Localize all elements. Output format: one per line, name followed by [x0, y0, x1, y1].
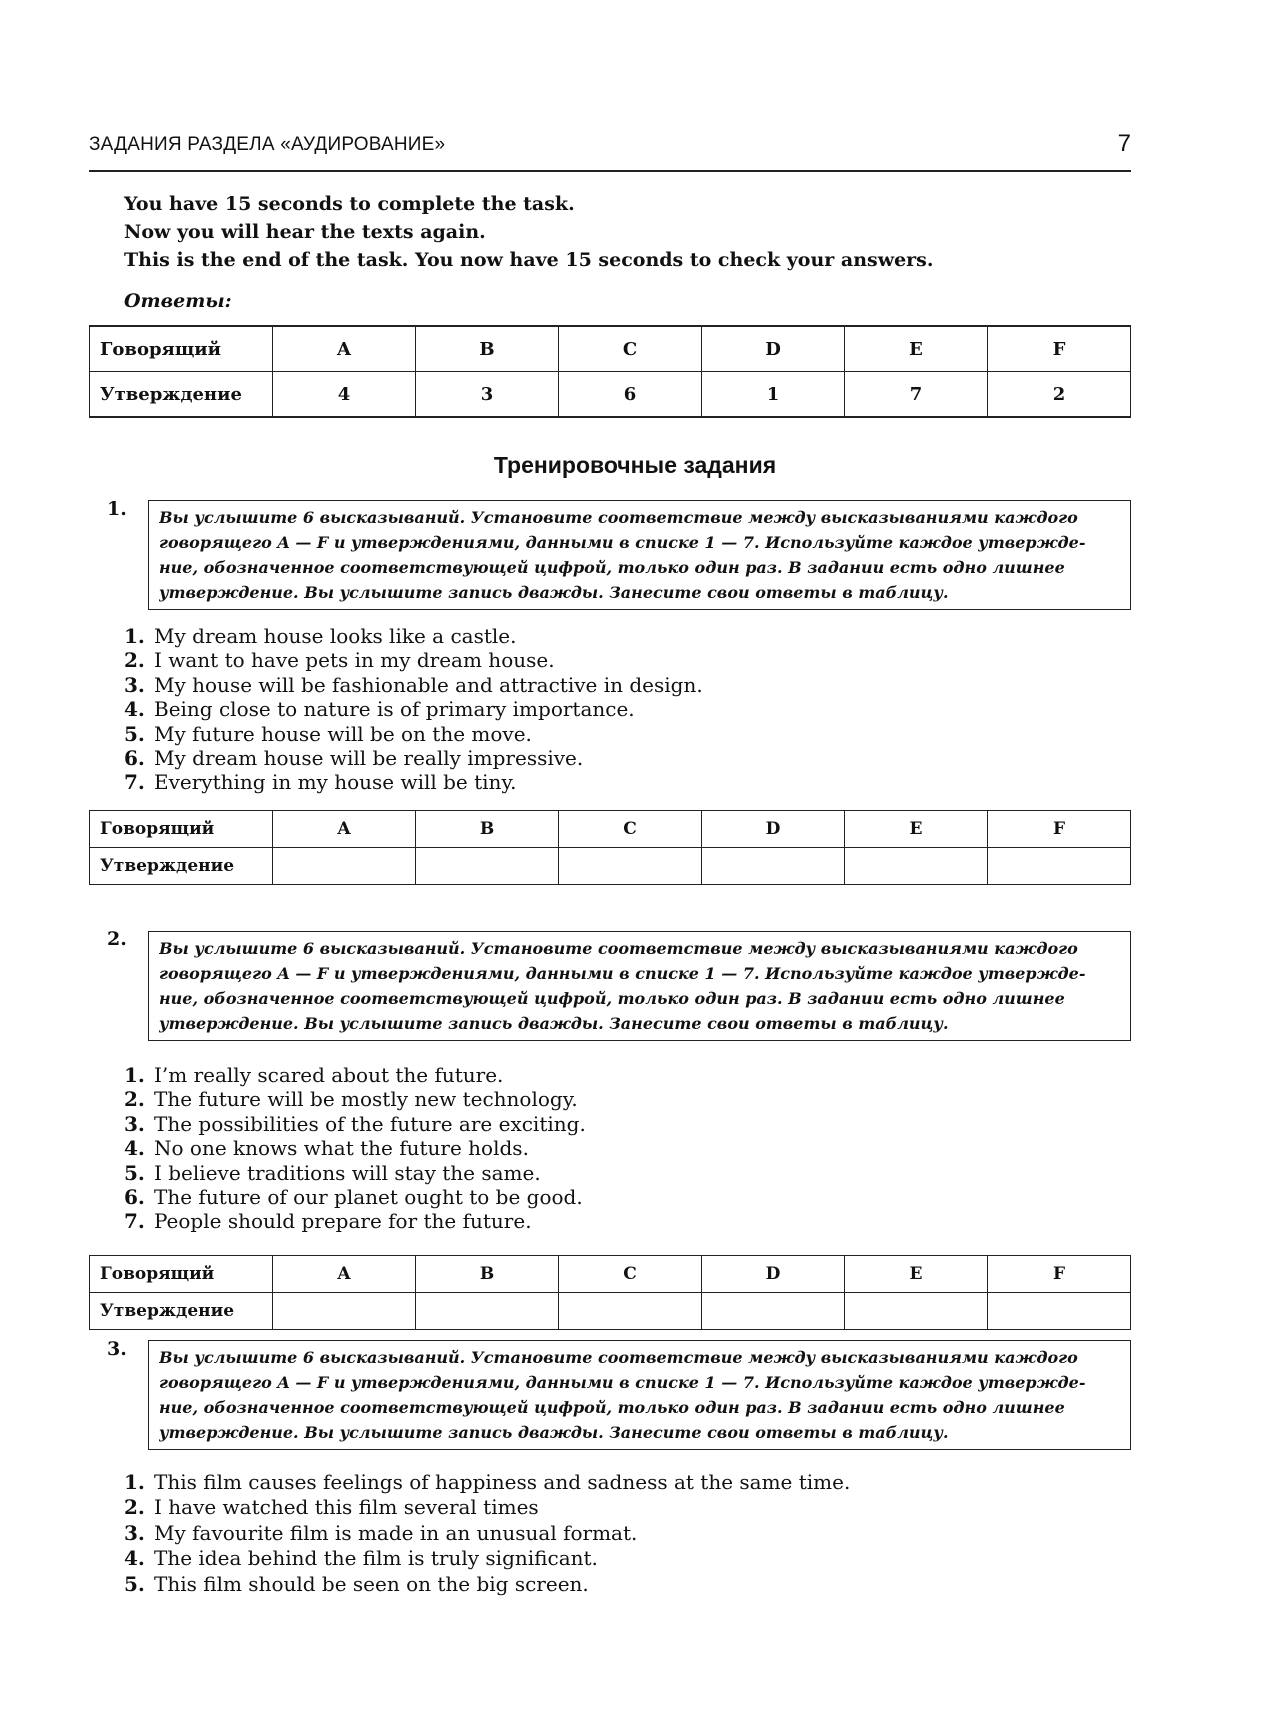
speaker-cell: D	[702, 811, 845, 848]
statement-text: The future of our planet ought to be good.	[154, 1184, 583, 1209]
table-row	[90, 326, 1131, 372]
row-label-statement: Утверждение	[90, 372, 273, 418]
statement-text: No one knows what the future holds.	[154, 1136, 529, 1161]
instruction-line: утверждение. Вы услышите запись дважды. Занесите свои ответы в таблицу.	[159, 583, 949, 602]
speaker-cell: A	[273, 326, 416, 372]
statement-number: 5.	[124, 1160, 145, 1185]
instruction-line: ние, обозначенное соответствующей цифрой, только один раз. В задании есть одно лишнее	[159, 1398, 1065, 1417]
instruction-line: ние, обозначенное соответствующей цифрой, только один раз. В задании есть одно лишнее	[159, 989, 1065, 1008]
statement-number: 3.	[124, 1520, 145, 1545]
answer-input-cell[interactable]	[416, 848, 559, 885]
statement-item	[124, 648, 703, 672]
statement-text: People should prepare for the future.	[154, 1209, 532, 1234]
intro-line: This is the end of the task. You now have 15 seconds to check your answers.	[124, 249, 934, 271]
statement-item	[124, 697, 703, 721]
answers-label: Ответы:	[124, 290, 232, 312]
statement-number: 6.	[124, 1184, 145, 1209]
statement-number: 1.	[124, 1063, 145, 1087]
task-intro	[124, 190, 934, 274]
speaker-cell: A	[273, 811, 416, 848]
row-label-statement: Утверждение	[90, 848, 273, 885]
task-number: 1.	[107, 498, 127, 520]
statement-list	[124, 624, 703, 795]
speaker-cell: B	[416, 811, 559, 848]
instruction-line: Вы услышите 6 высказываний. Установите соответствие между высказываниями каждого	[159, 508, 1078, 527]
statement-number: 5.	[124, 721, 145, 746]
instruction-line: говорящего A — F и утверждениями, данными в списке 1 — 7. Используйте каждое утвержде-	[159, 964, 1086, 983]
speaker-cell: D	[702, 1256, 845, 1293]
answer-grid	[89, 810, 1131, 885]
statement-number: 7.	[124, 770, 145, 795]
statement-text: Everything in my house will be tiny.	[154, 770, 517, 795]
statement-number: 6.	[124, 745, 145, 770]
statement-item	[124, 722, 703, 746]
statement-list	[124, 1470, 850, 1597]
statement-number: 1.	[124, 1470, 145, 1494]
row-label-speaker: Говорящий	[90, 326, 273, 372]
statement-item	[124, 673, 703, 697]
statement-item	[124, 1521, 850, 1546]
answer-input-cell[interactable]	[845, 1293, 988, 1330]
answer-cell: 6	[559, 372, 702, 418]
statement-item	[124, 624, 703, 648]
answer-input-cell[interactable]	[988, 1293, 1131, 1330]
speaker-cell: E	[845, 326, 988, 372]
row-label-speaker: Говорящий	[90, 1256, 273, 1293]
instruction-line: Вы услышите 6 высказываний. Установите соответствие между высказываниями каждого	[159, 939, 1078, 958]
instruction-line: ние, обозначенное соответствующей цифрой, только один раз. В задании есть одно лишнее	[159, 558, 1065, 577]
task-instructions	[148, 931, 1131, 1041]
running-title: ЗАДАНИЯ РАЗДЕЛА «АУДИРОВАНИЕ»	[89, 134, 446, 155]
statement-text: I believe traditions will stay the same.	[154, 1160, 541, 1185]
statement-text: The future will be mostly new technology.	[154, 1087, 578, 1112]
statement-text: My dream house looks like a castle.	[154, 624, 517, 648]
row-label-statement: Утверждение	[90, 1293, 273, 1330]
answer-input-cell[interactable]	[702, 848, 845, 885]
speaker-cell: C	[559, 1256, 702, 1293]
answer-input-cell[interactable]	[273, 848, 416, 885]
answer-cell: 3	[416, 372, 559, 418]
statement-text: My dream house will be really impressive.	[154, 745, 584, 770]
statement-number: 4.	[124, 1546, 145, 1571]
table-row	[90, 1256, 1131, 1293]
table-row	[90, 811, 1131, 848]
statement-item	[124, 1470, 850, 1495]
task-number: 3.	[107, 1338, 127, 1360]
statement-item	[124, 1112, 586, 1136]
statement-number: 4.	[124, 697, 145, 722]
task-instructions	[148, 500, 1131, 610]
statement-item	[124, 1087, 586, 1111]
speaker-cell: B	[416, 1256, 559, 1293]
statement-item	[124, 746, 703, 770]
statement-text: My favourite film is made in an unusual format.	[154, 1520, 638, 1545]
statement-text: The possibilities of the future are exciting.	[154, 1111, 586, 1136]
statement-text: I’m really scared about the future.	[154, 1063, 504, 1087]
speaker-cell: D	[702, 326, 845, 372]
table-row	[90, 848, 1131, 885]
speaker-cell: E	[845, 1256, 988, 1293]
statement-text: The idea behind the film is truly significant.	[154, 1546, 598, 1571]
intro-line: You have 15 seconds to complete the task.	[124, 193, 575, 215]
statement-number: 2.	[124, 1495, 145, 1520]
answer-cell: 7	[845, 372, 988, 418]
statement-number: 4.	[124, 1136, 145, 1161]
section-title: Тренировочные задания	[493, 452, 777, 478]
task-instructions	[148, 1340, 1131, 1450]
instruction-line: утверждение. Вы услышите запись дважды. Занесите свои ответы в таблицу.	[159, 1423, 949, 1442]
page-number: 7	[1117, 130, 1131, 157]
statement-item	[124, 1161, 586, 1185]
statement-number: 7.	[124, 1209, 145, 1234]
statement-number: 2.	[124, 1087, 145, 1112]
instruction-line: утверждение. Вы услышите запись дважды. Занесите свои ответы в таблицу.	[159, 1014, 949, 1033]
answer-input-cell[interactable]	[559, 1293, 702, 1330]
answer-input-cell[interactable]	[845, 848, 988, 885]
row-label-speaker: Говорящий	[90, 811, 273, 848]
statement-item	[124, 1572, 850, 1597]
table-row	[90, 372, 1131, 418]
statement-number: 5.	[124, 1571, 145, 1596]
speaker-cell: F	[988, 1256, 1131, 1293]
statement-item	[124, 1185, 586, 1209]
statement-number: 2.	[124, 648, 145, 673]
statement-list	[124, 1063, 586, 1234]
answer-input-cell[interactable]	[273, 1293, 416, 1330]
answer-cell: 4	[273, 372, 416, 418]
answers-table	[89, 325, 1131, 418]
instruction-line: Вы услышите 6 высказываний. Установите соответствие между высказываниями каждого	[159, 1348, 1078, 1367]
answer-cell: 1	[702, 372, 845, 418]
statement-number: 1.	[124, 624, 145, 648]
speaker-cell: C	[559, 811, 702, 848]
speaker-cell: F	[988, 326, 1131, 372]
instruction-line: говорящего A — F и утверждениями, данными в списке 1 — 7. Используйте каждое утвержде-	[159, 533, 1086, 552]
statement-item	[124, 1209, 586, 1233]
table-row	[90, 1293, 1131, 1330]
speaker-cell: E	[845, 811, 988, 848]
statement-item	[124, 1546, 850, 1571]
statement-text: I want to have pets in my dream house.	[154, 648, 555, 673]
answer-input-cell[interactable]	[988, 848, 1131, 885]
answer-input-cell[interactable]	[416, 1293, 559, 1330]
answer-input-cell[interactable]	[702, 1293, 845, 1330]
page-header	[89, 130, 1131, 172]
answer-input-cell[interactable]	[559, 848, 702, 885]
statement-text: My future house will be on the move.	[154, 721, 532, 746]
speaker-cell: B	[416, 326, 559, 372]
statement-number: 3.	[124, 672, 145, 697]
statement-text: My house will be fashionable and attractive in design.	[154, 672, 703, 697]
statement-item	[124, 1136, 586, 1160]
speaker-cell: C	[559, 326, 702, 372]
statement-text: This film should be seen on the big screen.	[154, 1571, 589, 1596]
statement-item	[124, 770, 703, 794]
answer-cell: 2	[988, 372, 1131, 418]
statement-text: I have watched this film several times	[154, 1495, 539, 1520]
statement-number: 3.	[124, 1111, 145, 1136]
statement-item	[124, 1495, 850, 1520]
statement-item	[124, 1063, 586, 1087]
statement-text: This film causes feelings of happiness and sadness at the same time.	[154, 1470, 851, 1494]
intro-line: Now you will hear the texts again.	[124, 221, 486, 243]
speaker-cell: F	[988, 811, 1131, 848]
speaker-cell: A	[273, 1256, 416, 1293]
statement-text: Being close to nature is of primary importance.	[154, 697, 635, 722]
answer-grid	[89, 1255, 1131, 1330]
instruction-line: говорящего A — F и утверждениями, данными в списке 1 — 7. Используйте каждое утвержде-	[159, 1373, 1086, 1392]
task-number: 2.	[107, 928, 127, 950]
